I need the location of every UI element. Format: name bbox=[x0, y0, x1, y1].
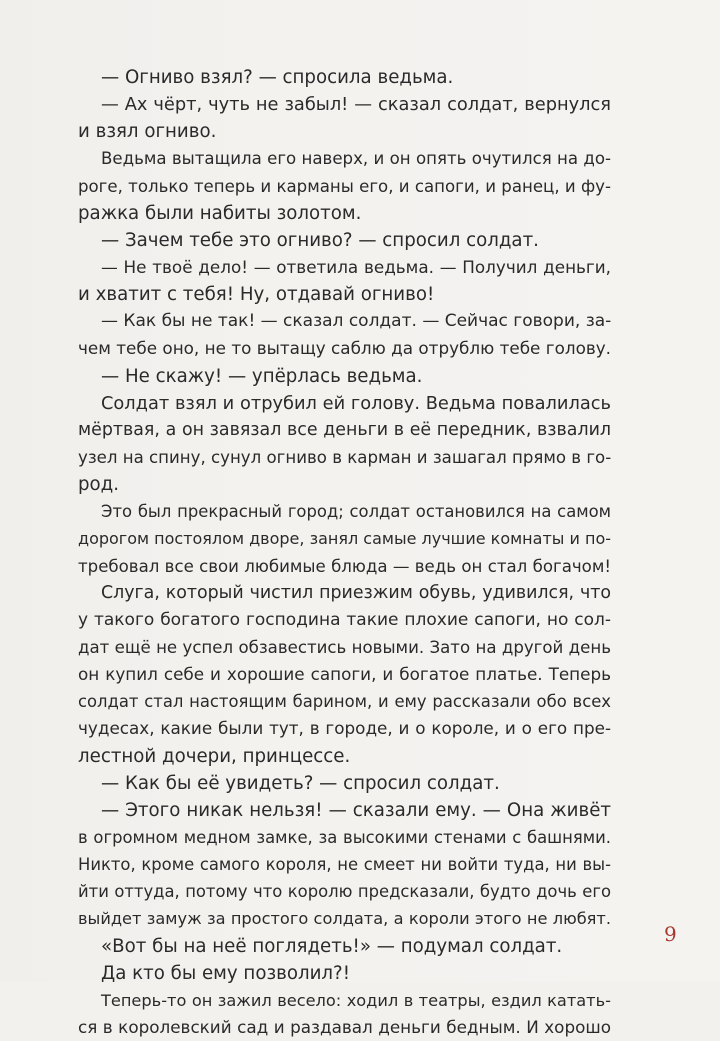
text-line: дат ещё не успел обзавестись новыми. Зато на другой день bbox=[78, 637, 611, 657]
text-line: — Не скажу! — упёрлась ведьма. bbox=[101, 365, 423, 387]
text-line: — Ах чёрт, чуть не забыл! — сказал солдат, вернулся bbox=[101, 94, 611, 116]
text-line: узел на спину, сунул огниво в карман и зашагал прямо в го- bbox=[78, 447, 612, 467]
text-line: Солдат взял и отрубил ей голову. Ведьма повалилась bbox=[101, 392, 611, 414]
text-line: — Зачем тебе это огниво? — спросил солдат. bbox=[101, 229, 539, 251]
text-line: солдат стал настоящим барином, и ему рассказали обо всех bbox=[78, 692, 611, 712]
text-line: йти оттуда, потому что королю предсказали, будто дочь его bbox=[78, 882, 611, 902]
text-line: у такого богатого господина такие плохие сапоги, но сол- bbox=[78, 609, 611, 630]
text-line: — Как бы её увидеть? — спросил солдат. bbox=[101, 772, 500, 794]
text-line: Теперь-то он зажил весело: ходил в театры, ездил катать- bbox=[101, 990, 611, 1010]
text-line: роге, только теперь и карманы его, и сапоги, и ранец, и фу- bbox=[78, 176, 611, 196]
text-line: выйдет замуж за простого солдата, а короли этого не любят. bbox=[78, 909, 611, 929]
text-line: он купил себе и хорошие сапоги, и богатое платье. Теперь bbox=[78, 664, 611, 685]
text-line: «Вот бы на неё поглядеть!» — подумал солдат. bbox=[101, 935, 563, 957]
text-line: чем тебе оно, не то вытащу саблю да отрублю тебе голову. bbox=[78, 338, 611, 359]
text-line: — Этого никак нельзя! — сказали ему. — Она живёт bbox=[101, 799, 611, 821]
text-line: в огромном медном замке, за высокими стенами с башнями. bbox=[78, 827, 611, 847]
text-line: род. bbox=[78, 474, 120, 496]
text-line: требовал все свои любимые блюда — ведь он стал богачом! bbox=[78, 556, 611, 576]
text-line: Да кто бы ему позволил?! bbox=[101, 962, 350, 984]
text-line: — Как бы не так! — сказал солдат. — Сейчас говори, за- bbox=[101, 311, 612, 332]
text-line: мёртвая, а он завязал все деньги в её передник, взвалил bbox=[78, 419, 611, 440]
text-line: Слуга, который чистил приезжим обувь, удивился, что bbox=[101, 582, 611, 603]
text-line: — Огниво взял? — спросила ведьма. bbox=[101, 67, 454, 88]
body-text bbox=[78, 64, 612, 1041]
page-number: 9 bbox=[664, 922, 677, 946]
text-line: дорогом постоялом дворе, занял самые лучшие комнаты и по- bbox=[78, 529, 611, 549]
text-line: и взял огниво. bbox=[78, 121, 217, 143]
text-line: ражка были набиты золотом. bbox=[78, 202, 362, 224]
text-line: ся в королевский сад и раздавал деньги бедным. И хорошо bbox=[78, 1016, 611, 1037]
text-line: чудесах, какие были тут, в городе, и о короле, и о его пре- bbox=[78, 718, 611, 739]
text-line: лестной дочери, принцессе. bbox=[78, 745, 351, 767]
text-line: — Не твоё дело! — ответила ведьма. — Получил деньги, bbox=[101, 256, 611, 277]
text-line: Это был прекрасный город; солдат остановился на самом bbox=[101, 502, 611, 522]
text-line: Никто, кроме самого короля, не смеет ни войти туда, ни вы- bbox=[78, 855, 611, 875]
text-line: и хватит с тебя! Ну, отдавай огниво! bbox=[78, 284, 435, 306]
text-line: Ведьма вытащила его наверх, и он опять очутился на до- bbox=[101, 149, 611, 169]
